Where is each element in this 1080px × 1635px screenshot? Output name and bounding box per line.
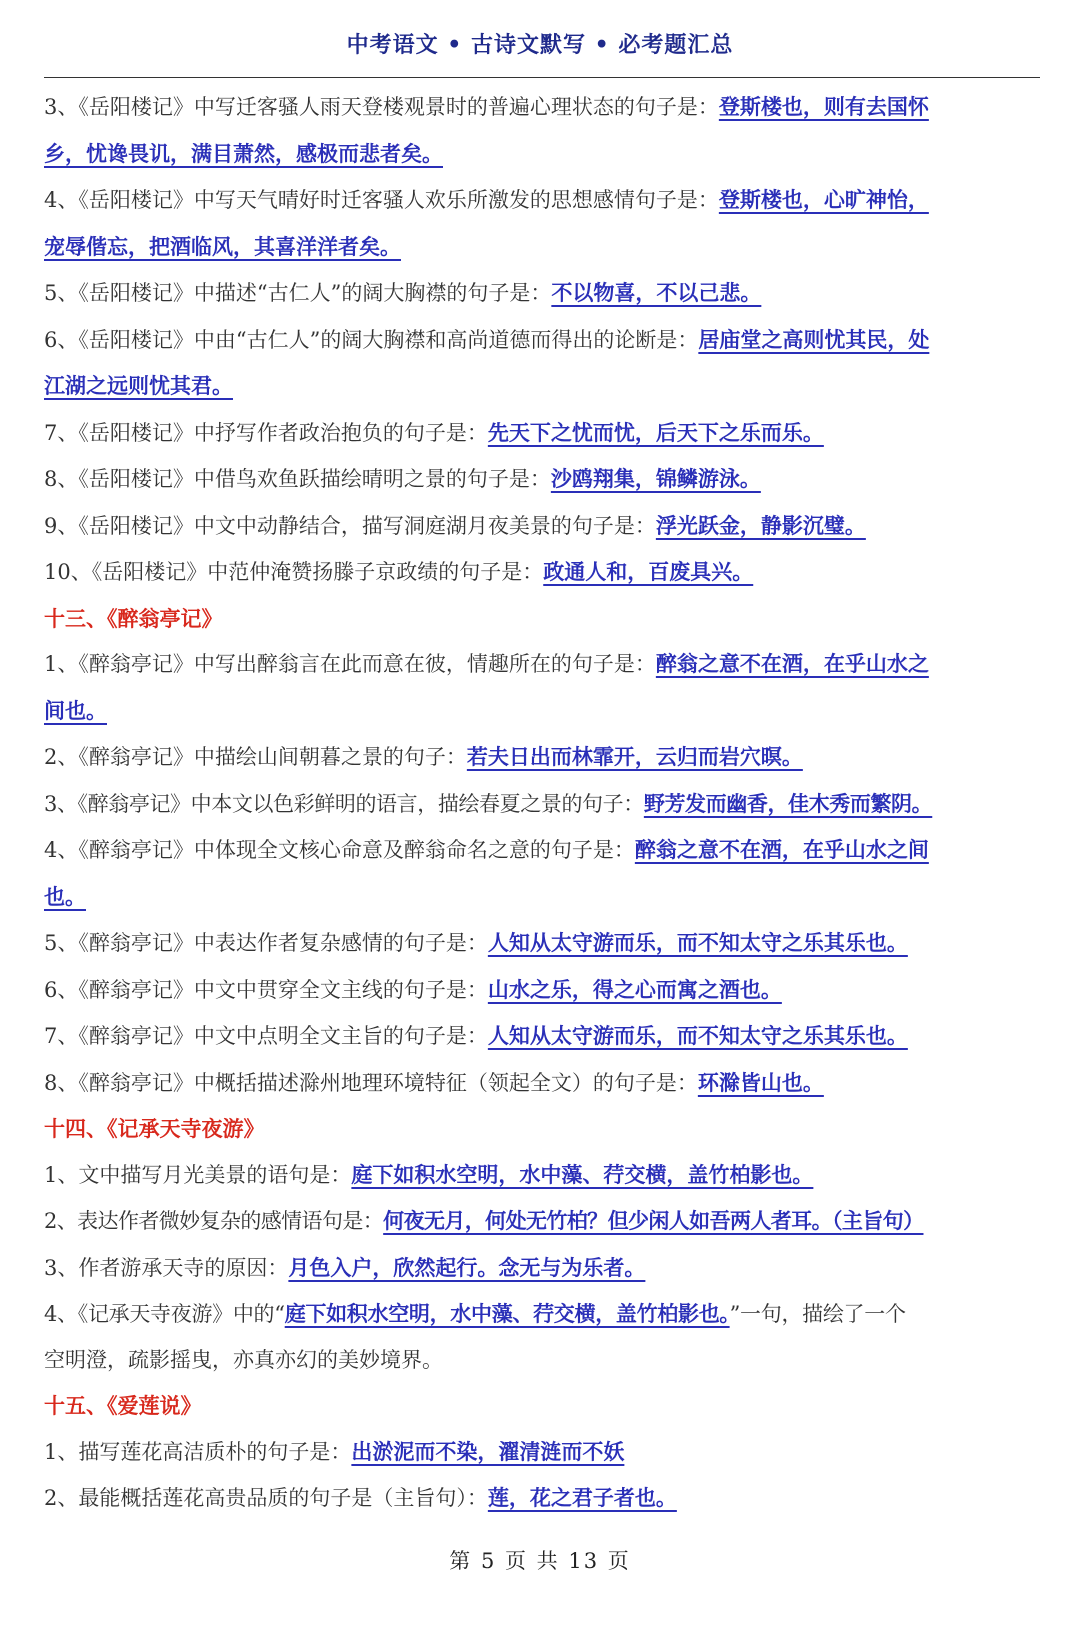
answer-text: 人知从太守游而乐，而不知太守之乐其乐也。 <box>487 1023 908 1048</box>
answer-text: 乡，忧谗畏讥，满目萧然，感极而悲者矣。 <box>44 140 443 166</box>
question-text: 空明澄，疏影摇曳，亦真亦幻的美妙境界。 <box>44 1347 443 1372</box>
question-text: 8、《岳阳楼记》中借鸟欢鱼跃描绘晴明之景的句子是： <box>44 467 551 491</box>
question-line <box>44 177 1040 224</box>
question-line-cont <box>44 131 1040 178</box>
answer-text: 政通人和，百废具兴。 <box>543 559 754 584</box>
question-line <box>44 503 1040 550</box>
question-text: 3、《醉翁亭记》中本文以色彩鲜明的语言，描绘春夏之景的句子： <box>44 791 644 816</box>
question-text: 6、《岳阳楼记》中由“古仁人”的阔大胸襟和高尚道德而得出的论断是： <box>44 327 699 352</box>
answer-text: 人知从太守游而乐，而不知太守之乐其乐也。 <box>487 930 908 955</box>
answer-text: 月色入户，欣然起行。念无与为乐者。 <box>288 1254 646 1280</box>
answer-text: 间也。 <box>44 697 107 723</box>
question-line <box>44 920 1040 967</box>
question-line <box>44 456 1040 503</box>
answer-text: 登斯楼也，则有去国怀 <box>718 94 929 119</box>
answer-text: 野芳发而幽香，佳木秀而繁阴。 <box>643 790 933 816</box>
document-body <box>44 84 1040 1522</box>
answer-text: 江湖之远则忧其君。 <box>44 373 233 398</box>
question-line-cont <box>44 363 1040 410</box>
question-text: 6、《醉翁亭记》中文中贯穿全文主线的句子是： <box>44 977 488 1002</box>
answer-text: 沙鸥翔集，锦鳞游泳。 <box>550 466 761 491</box>
question-line-cont <box>44 874 1040 921</box>
question-line-cont <box>44 224 1040 271</box>
question-text: 4、《记承天寺夜游》中的“ <box>44 1302 285 1326</box>
question-text: 10、《岳阳楼记》中范仲淹赞扬滕子京政绩的句子是： <box>44 560 544 584</box>
question-text: 3、作者游承天寺的原因： <box>44 1255 289 1280</box>
header-divider <box>44 77 1040 78</box>
answer-text: 庭下如积水空明，水中藻、荇交横，盖竹柏影也。 <box>284 1301 730 1326</box>
answer-text: 居庙堂之高则忧其民，处 <box>698 326 930 352</box>
question-line <box>44 1245 1040 1292</box>
answer-text: 醉翁之意不在酒，在乎山水之 <box>655 651 929 676</box>
question-text: 4、《岳阳楼记》中写天气晴好时迁客骚人欢乐所激发的思想感情句子是： <box>44 188 719 212</box>
answer-text: 登斯楼也，心旷神怡， <box>718 187 929 212</box>
question-text: 7、《醉翁亭记》中文中点明全文主旨的句子是： <box>44 1024 488 1048</box>
section-heading-15: 十五、《爱莲说》 <box>44 1393 202 1418</box>
answer-text: 先天下之忧而忧，后天下之乐而乐。 <box>487 419 824 445</box>
question-line <box>44 84 1040 131</box>
question-text: 3、《岳阳楼记》中写迁客骚人雨天登楼观景时的普遍心理状态的句子是： <box>44 95 719 119</box>
answer-text: 宠辱偕忘，把酒临风，其喜洋洋者矣。 <box>44 233 401 259</box>
answer-text: 何夜无月，何处无竹柏？但少闲人如吾两人者耳。（主旨句） <box>383 1208 924 1233</box>
question-line <box>44 270 1040 317</box>
question-line-cont <box>44 688 1040 735</box>
question-line <box>44 1198 1040 1245</box>
section-heading-13: 十三、《醉翁亭记》 <box>44 605 223 631</box>
question-text: 2、最能概括莲花高贵品质的句子是（主旨句）： <box>44 1486 488 1510</box>
question-line <box>44 781 1040 828</box>
answer-text: 出淤泥而不染，濯清涟而不妖 <box>351 1438 625 1464</box>
question-line <box>44 1429 1040 1476</box>
question-text: 5、《岳阳楼记》中描述“古仁人”的阔大胸襟的句子是： <box>44 281 552 305</box>
question-text: 8、《醉翁亭记》中概括描述滁州地理环境特征（领起全文）的句子是： <box>44 1070 698 1095</box>
answer-text: 不以物喜，不以己悲。 <box>551 280 762 305</box>
question-text: 1、《醉翁亭记》中写出醉翁言在此而意在彼，情趣所在的句子是： <box>44 652 656 676</box>
page-number-footer: 第 5 页 共 13 页 <box>449 1549 631 1573</box>
question-line <box>44 1475 1040 1522</box>
question-line <box>44 1013 1040 1060</box>
section-heading-14: 十四、《记承天寺夜游》 <box>44 1116 265 1141</box>
answer-text: 也。 <box>44 883 86 909</box>
answer-text: 醉翁之意不在酒，在乎山水之间 <box>634 837 929 862</box>
answer-text: 莲，花之君子者也。 <box>487 1485 677 1510</box>
question-line <box>44 1060 1040 1107</box>
question-text: 4、《醉翁亭记》中体现全文核心命意及醉翁命名之意的句子是： <box>44 838 635 862</box>
page-header-title: 中考语文 • 古诗文默写 • 必考题汇总 <box>346 32 734 58</box>
answer-text: 庭下如积水空明，水中藻、荇交横，盖竹柏影也。 <box>351 1161 814 1187</box>
question-text: 1、文中描写月光美景的语句是： <box>44 1162 352 1187</box>
question-line <box>44 1152 1040 1199</box>
question-line <box>44 827 1040 874</box>
question-line <box>44 1291 1040 1338</box>
question-text: 2、表达作者微妙复杂的感情语句是： <box>44 1209 384 1233</box>
question-text: 7、《岳阳楼记》中抒写作者政治抱负的句子是： <box>44 420 488 445</box>
question-line <box>44 410 1040 457</box>
question-text: 1、描写莲花高洁质朴的句子是： <box>44 1439 352 1464</box>
question-line-cont <box>44 1338 1040 1384</box>
question-line <box>44 967 1040 1014</box>
question-text: 9、《岳阳楼记》中文中动静结合，描写洞庭湖月夜美景的句子是： <box>44 513 656 538</box>
question-line <box>44 641 1040 688</box>
answer-text: 山水之乐，得之心而寓之酒也。 <box>487 976 782 1002</box>
question-tail-text: ”一句，描绘了一个 <box>729 1302 906 1326</box>
question-line <box>44 734 1040 781</box>
question-text: 2、《醉翁亭记》中描绘山间朝暮之景的句子： <box>44 745 467 769</box>
answer-text: 环滁皆山也。 <box>697 1069 824 1095</box>
answer-text: 浮光跃金，静影沉璧。 <box>655 512 866 538</box>
answer-text: 若夫日出而林霏开，云归而岩穴暝。 <box>466 744 803 769</box>
question-text: 5、《醉翁亭记》中表达作者复杂感情的句子是： <box>44 931 488 955</box>
question-line <box>44 317 1040 364</box>
question-line <box>44 549 1040 596</box>
